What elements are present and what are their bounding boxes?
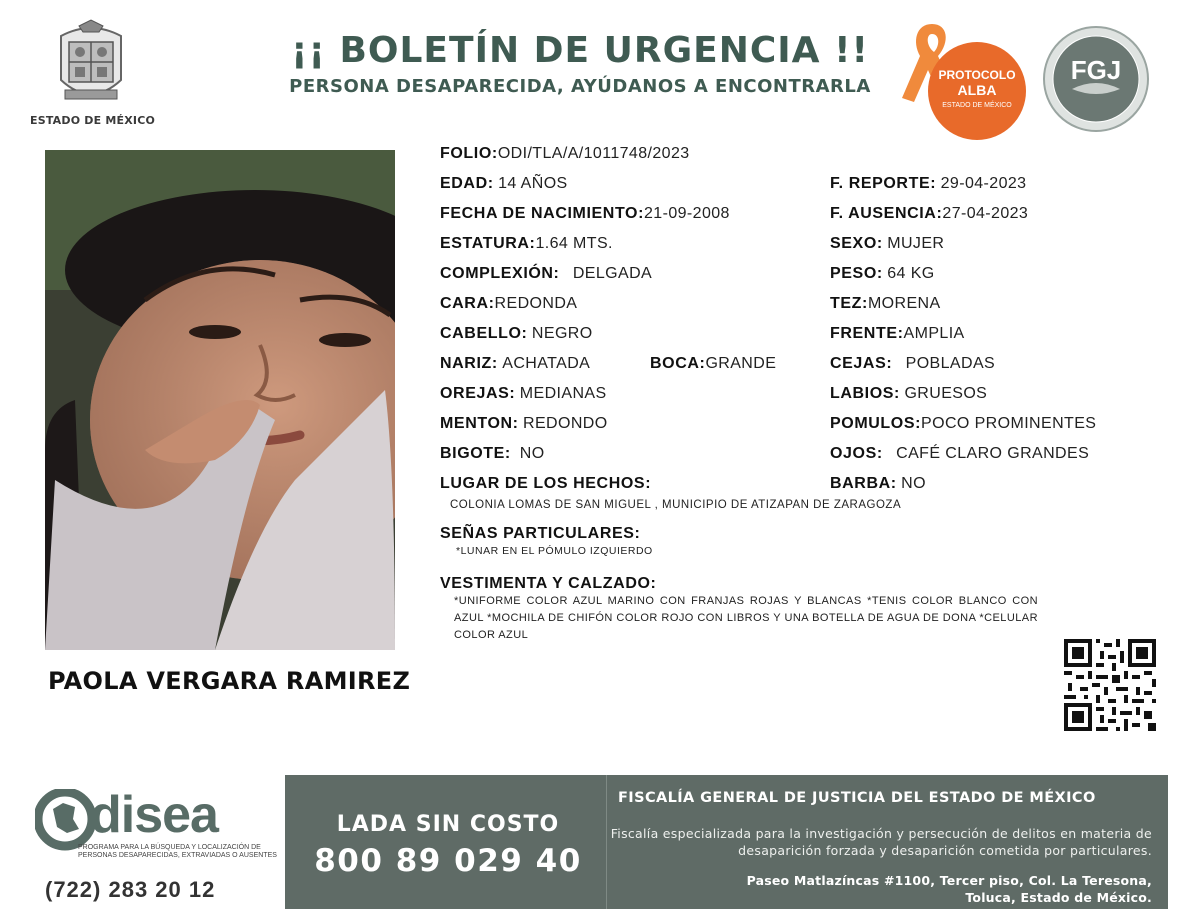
senas-value: *LUNAR EN EL PÓMULO IZQUIERDO (456, 545, 653, 557)
qr-code[interactable] (1064, 639, 1156, 731)
field-fecha-nacimiento (440, 205, 730, 223)
field-pomulos (830, 415, 1096, 433)
field-value: 27-04-2023 (942, 205, 1029, 222)
field-label: CABELLO: (440, 325, 528, 342)
field-sexo (830, 235, 944, 253)
bulletin-title: ¡¡ BOLETÍN DE URGENCIA !! (291, 30, 869, 71)
fgj-description: Fiscalía especializada para la investigación y persecución de delitos en materia de desaparición forzada y desaparición cometida por particulares. (610, 826, 1152, 858)
estado-de-mexico-label: ESTADO DE MÉXICO (30, 114, 156, 127)
field-value: GRANDE (705, 355, 777, 372)
field-label: FECHA DE NACIMIENTO: (440, 205, 644, 222)
field-frente (830, 325, 965, 343)
field-cabello (440, 325, 593, 343)
field-value: REDONDA (494, 295, 578, 312)
field-label: OJOS: (830, 445, 883, 462)
field-value: NO (519, 445, 545, 462)
field-f-ausencia (830, 205, 1028, 223)
field-label: POMULOS: (830, 415, 922, 432)
alba-line2: ALBA (957, 82, 997, 98)
field-label: BOCA: (650, 355, 706, 372)
field-f-reporte (830, 175, 1026, 193)
field-label: PESO: (830, 265, 883, 282)
field-value: AMPLIA (903, 325, 965, 342)
field-barba (830, 475, 926, 493)
field-nariz (440, 355, 590, 373)
odisea-phone[interactable]: (722) 283 20 12 (45, 877, 216, 902)
field-cara (440, 295, 577, 313)
field-value: MUJER (887, 235, 945, 252)
field-peso (830, 265, 935, 283)
field-label: FRENTE: (830, 325, 904, 342)
field-labios (830, 385, 987, 403)
field-label: EDAD: (440, 175, 494, 192)
field-value: NO (901, 475, 926, 492)
field-label: OREJAS: (440, 385, 516, 402)
fgj-seal-text: FGJ (1070, 55, 1122, 85)
alba-line3: ESTADO DE MÉXICO (942, 102, 1012, 109)
senas-label: SEÑAS PARTICULARES: (440, 525, 641, 542)
field-label: BIGOTE: (440, 445, 511, 462)
lugar-value: COLONIA LOMAS DE SAN MIGUEL , MUNICIPIO DE ATIZAPAN DE ZARAGOZA (450, 499, 902, 511)
field-value: CAFÉ CLARO GRANDES (896, 445, 1090, 462)
field-label: LABIOS: (830, 385, 900, 402)
coat-of-arms-icon (51, 18, 131, 110)
bulletin-subtitle: PERSONA DESAPARECIDA, AYÚDANOS A ENCONTRARLA (289, 76, 871, 97)
field-label: F. AUSENCIA: (830, 205, 943, 222)
field-label: TEZ: (830, 295, 868, 312)
fgj-address (610, 872, 1152, 906)
fgj-title: FISCALÍA GENERAL DE JUSTICIA DEL ESTADO DE MÉXICO (618, 790, 1096, 806)
field-orejas (440, 385, 607, 403)
field-label: SEXO: (830, 235, 883, 252)
field-value: DELGADA (572, 265, 653, 282)
field-value: 64 KG (887, 265, 935, 282)
field-label: CEJAS: (830, 355, 893, 372)
estado-de-mexico-logo (30, 18, 156, 128)
field-bigote (440, 445, 545, 463)
odisea-wordmark: disea (90, 786, 218, 844)
alba-line1: PROTOCOLO (938, 68, 1016, 82)
vestimenta-value: *UNIFORME COLOR AZUL MARINO CON FRANJAS ROJAS Y BLANCAS *TENIS COLOR BLANCO CON AZUL *MOCHILA DE CHIFÓN COLOR ROJO CON LIBROS Y UNA BOTELLA DE AGUA DE DONA *CELULAR COLOR AZUL (454, 595, 1038, 641)
protocolo-alba-logo (898, 20, 1033, 135)
field-menton (440, 415, 608, 433)
field-label: BARBA: (830, 475, 897, 492)
field-complexion (440, 265, 652, 283)
field-estatura (440, 235, 613, 253)
field-label: CARA: (440, 295, 495, 312)
odisea-logo (30, 785, 275, 875)
field-value: POBLADAS (905, 355, 996, 372)
field-lugar-label (440, 475, 651, 493)
field-value: GRUESOS (904, 385, 988, 402)
field-value: 21-09-2008 (644, 205, 730, 222)
field-cejas (830, 355, 995, 373)
field-label: ESTATURA: (440, 235, 536, 252)
field-value: 1.64 MTS. (535, 235, 613, 252)
field-value: NEGRO (531, 325, 593, 342)
field-ojos (830, 445, 1089, 463)
footer-divider (606, 775, 607, 909)
lada-phone-number[interactable]: 800 89 029 40 (314, 843, 582, 879)
field-label: MENTON: (440, 415, 519, 432)
fgj-address-line2: Toluca, Estado de México. (965, 890, 1152, 905)
person-photo (45, 150, 395, 650)
field-value: MEDIANAS (519, 385, 607, 402)
field-folio (440, 145, 690, 163)
field-label: FOLIO: (440, 145, 498, 162)
field-label: COMPLEXIÓN: (440, 265, 560, 282)
field-label: LUGAR DE LOS HECHOS: (440, 475, 652, 492)
person-name: PAOLA VERGARA RAMIREZ (48, 667, 411, 695)
person-photo-icon (45, 150, 395, 650)
field-value: ODI/TLA/A/1011748/2023 (497, 145, 690, 162)
field-value: REDONDO (523, 415, 608, 432)
fgj-seal (1042, 25, 1150, 133)
field-value: ACHATADA (502, 355, 591, 372)
field-value: POCO PROMINENTES (921, 415, 1097, 432)
vestimenta-label: VESTIMENTA Y CALZADO: (440, 575, 657, 592)
fgj-seal-icon (1042, 25, 1150, 133)
field-label: F. REPORTE: (830, 175, 937, 192)
field-edad (440, 175, 568, 193)
lada-label: LADA SIN COSTO (336, 812, 560, 837)
field-value: 29-04-2023 (940, 175, 1027, 192)
field-tez (830, 295, 941, 313)
odisea-description: PROGRAMA PARA LA BÚSQUEDA Y LOCALIZACIÓN DE PERSONAS DESAPARECIDAS, EXTRAVIADAS O AUSENTES (78, 844, 277, 859)
field-label: NARIZ: (440, 355, 498, 372)
field-value: 14 AÑOS (498, 175, 568, 192)
field-boca (650, 355, 776, 373)
fgj-address-line1: Paseo Matlazíncas #1100, Tercer piso, Col. La Teresona, (746, 873, 1152, 888)
qr-code-icon (1064, 639, 1156, 731)
field-value: MORENA (867, 295, 941, 312)
